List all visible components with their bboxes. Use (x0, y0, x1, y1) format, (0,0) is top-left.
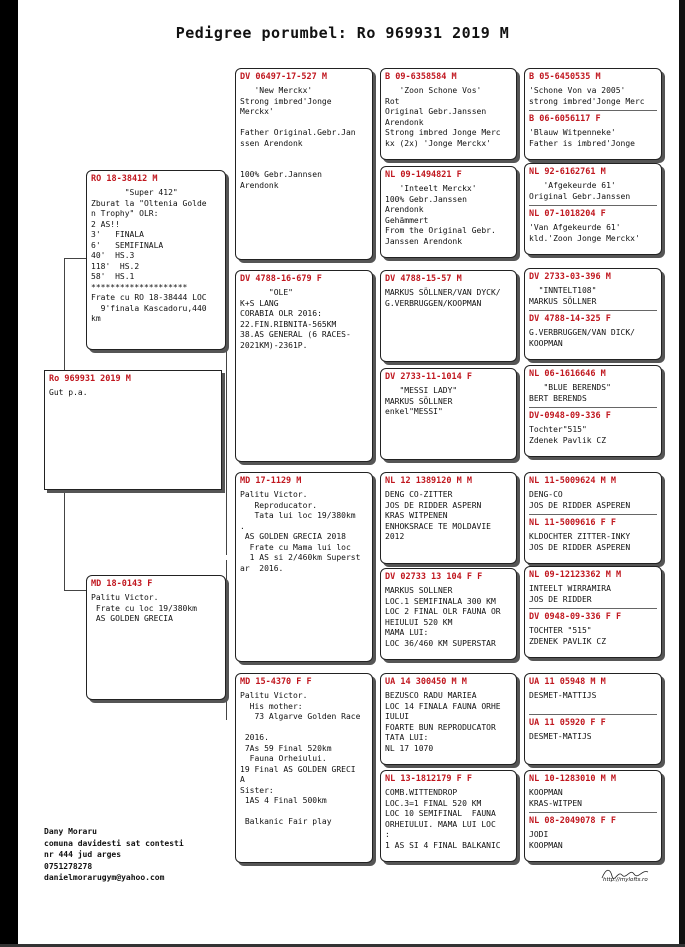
gen3-notes: DENG CO-ZITTER JOS DE RIDDER ASPERN KRAS WITPENEN ENHOKSRACE TE MOLDAVIE 2012 (385, 490, 491, 541)
gen4-notes: DESMET-MATTIJS (529, 691, 597, 700)
gen3-card (380, 673, 517, 765)
dam-ring: MD 18-0143 F (91, 579, 153, 589)
gen4-notes: "BLUE BERENDS" BERT BERENDS (529, 383, 611, 403)
divider (529, 514, 657, 515)
sire-ring: RO 18-38412 M (91, 174, 158, 184)
pigeon-ring: Ro 969931 2019 M (49, 374, 131, 384)
sire-notes: "Super 412" Zburat la "Oltenia Golde n Trophy" OLR: 2 AS!! 3' FINALA 6' SEMIFINALA 40' HS.3 118' HS.2 58' HS.1 ******************** Frate cu RO 18-38444 LOC 9'finala Kascadoru,440 km (91, 188, 207, 323)
gen4-card (524, 673, 662, 765)
gen4-notes: "INNTELT108" MARKUS SÖLLNER (529, 286, 597, 306)
dam-dam-notes: Palitu Victor. His mother: 73 Algarve Golden Race 2016. 7As 59 Final 520km Fauna Orheiului. 19 Final AS GOLDEN GRECI A Sister: 1AS 4 Final 500km Balkanic Fair play (240, 691, 361, 826)
gen4-ring: DV 4788-14-325 F (529, 314, 611, 324)
gen4-ring: NL 06-1616646 M (529, 369, 606, 379)
sire-dam-notes: "OLE" K+S LANG CORABIA OLR 2016: 22.FIN.RIBNITA-565KM 38.AS GENERAL (6 RACES- 2021KM)-2361P. (240, 288, 351, 350)
divider (529, 608, 657, 609)
sire-sire-notes: 'New Merckx' Strong imbred'Jonge Merckx' Father Original.Gebr.Jan ssen Arendonk 100% Gebr.Jannsen Arendonk (240, 86, 356, 190)
gen3-notes: 'Zoon Schone Vos' Rot Original Gebr.Janssen Arendonk Strong imbred Jonge Merc kx (2x) 'Jonge Merckx' (385, 86, 501, 148)
gen4-card (524, 365, 662, 457)
connector-line (64, 258, 65, 370)
gen4-notes: JODI KOOPMAN (529, 830, 563, 850)
sire-card (86, 170, 226, 350)
gen4-ring: NL 92-6162761 M (529, 167, 606, 177)
connector-line (64, 590, 88, 591)
gen3-ring: DV 2733-11-1014 F (385, 372, 472, 382)
dam-sire-notes: Palitu Victor. Reproducator. Tata lui loc 19/380km . AS GOLDEN GRECIA 2018 Frate cu Mama lui loc 1 AS si 2/460km Superst ar 2016. (240, 490, 361, 573)
gen4-card (524, 68, 662, 160)
connector-line (64, 490, 65, 590)
gen4-ring: NL 07-1018204 F (529, 209, 606, 219)
gen3-notes: 'Inteelt Merckx' 100% Gebr.Janssen Arendonk Gehämmert From the Original Gebr. Janssen Arendonk (385, 184, 496, 246)
sire-dam-ring: DV 4788-16-679 F (240, 274, 322, 284)
scan-edge-left (0, 0, 18, 947)
gen3-ring: NL 13-1812179 F F (385, 774, 472, 784)
scan-edge-right (679, 0, 685, 947)
divider (529, 310, 657, 311)
gen4-notes: INTEELT WIRRAMIRA JOS DE RIDDER (529, 584, 611, 604)
divider (529, 714, 657, 715)
gen4-card (524, 163, 662, 255)
gen4-notes: 'Van Afgekeurde 61' kld.'Zoon Jonge Merckx' (529, 223, 640, 243)
gen4-notes: 'Schone Von va 2005' strong imbred'Jonge Merc (529, 86, 645, 106)
gen4-notes: DENG-CO JOS DE RIDDER ASPEREN (529, 490, 631, 510)
breeder-contact: Dany Moraru comuna davidesti sat contesti nr 444 jud arges 0751278278 danielmorarugym@yahoo.com (44, 827, 184, 882)
gen3-notes: MARKUS SOLLNER LOC.1 SEMIFINALA 300 KM LOC 2 FINAL OLR FAUNA OR HEIULUI 520 KM MAMA LUI: LOC 36/460 KM SUPERSTAR (385, 586, 501, 648)
sire-sire-ring: DV 06497-17-527 M (240, 72, 327, 82)
gen4-ring: DV-0948-09-336 F (529, 411, 611, 421)
dam-dam-card (235, 673, 373, 863)
gen4-notes: KLDOCHTER ZITTER-INKY JOS DE RIDDER ASPEREN (529, 532, 631, 552)
gen3-card (380, 568, 517, 660)
dam-notes: Palitu Victor. Frate cu loc 19/380km AS GOLDEN GRECIA (91, 593, 197, 623)
gen3-notes: "MESSI LADY" MARKUS SÖLLNER enkel"MESSI" (385, 386, 458, 416)
gen4-card (524, 472, 662, 564)
pigeon-notes: Gut p.a. (49, 388, 88, 397)
gen4-ring: UA 11 05948 M M (529, 677, 606, 687)
dam-dam-ring: MD 15-4370 F F (240, 677, 312, 687)
gen4-ring: NL 11-5009624 M M (529, 476, 616, 486)
connector-line (226, 205, 227, 555)
gen4-ring: NL 09-12123362 M M (529, 570, 622, 580)
gen4-notes: G.VERBRUGGEN/VAN DICK/ KOOPMAN (529, 328, 635, 348)
gen3-ring: NL 12 1389120 M M (385, 476, 472, 486)
gen3-card (380, 368, 517, 460)
gen3-ring: DV 4788-15-57 M (385, 274, 462, 284)
dam-sire-ring: MD 17-1129 M (240, 476, 302, 486)
gen4-card (524, 268, 662, 360)
divider (529, 110, 657, 111)
gen3-ring: DV 02733 13 104 F F (385, 572, 483, 582)
gen4-notes: TOCHTER "515" ZDENEK PAVLIK CZ (529, 626, 607, 646)
gen4-ring: NL 08-2049078 F F (529, 816, 616, 826)
logo-url: http://mylofts.ro (603, 877, 648, 883)
gen3-card (380, 68, 517, 160)
connector-line (226, 560, 227, 720)
divider (529, 205, 657, 206)
gen4-ring: NL 11-5009616 F F (529, 518, 616, 528)
gen3-ring: NL 09-1494821 F (385, 170, 462, 180)
connector-line (64, 258, 88, 259)
gen4-card (524, 566, 662, 658)
gen4-ring: UA 11 05920 F F (529, 717, 606, 728)
gen3-card (380, 770, 517, 862)
gen4-ring: DV 0948-09-336 F F (529, 612, 622, 622)
dam-card (86, 575, 226, 700)
gen4-ring: B 06-6056117 F (529, 114, 601, 124)
gen4-ring: NL 10-1283010 M M (529, 774, 616, 784)
gen4-notes: 'Blauw Witpenneke' Father is imbred'Jonge (529, 128, 635, 148)
page-title: Pedigree porumbel: Ro 969931 2019 M (175, 24, 510, 42)
gen4-ring: B 05-6450535 M (529, 72, 601, 82)
pigeon-card (44, 370, 222, 490)
gen4-ring: DV 2733-03-396 M (529, 272, 611, 282)
gen4-card (524, 770, 662, 862)
gen4-notes: KOOPMAN KRAS-WITPEN (529, 788, 582, 808)
sire-dam-card (235, 270, 373, 462)
dam-sire-card (235, 472, 373, 662)
gen3-notes: MARKUS SÖLLNER/VAN DYCK/ G.VERBRUGGEN/KOOPMAN (385, 288, 501, 308)
divider (529, 407, 657, 408)
gen3-card (380, 270, 517, 362)
gen4-notes: 'Afgekeurde 61' Original Gebr.Janssen (529, 181, 631, 201)
gen3-card (380, 166, 517, 258)
gen3-notes: COMB.WITTENDROP LOC.3=1 FINAL 520 KM LOC 10 SEMIFINAL FAUNA ORHEIULUI. MAMA LUI LOC : 1 AS SI 4 FINAL BALKANIC (385, 788, 501, 850)
gen4-notes: DESMET-MATIJS (529, 731, 592, 741)
gen3-card (380, 472, 517, 564)
gen3-notes: BEZUSCO RADU MARIEA LOC 14 FINALA FAUNA ORHE IULUI FOARTE BUN REPRODUCATOR TATA LUI: NL 17 1070 (385, 691, 501, 753)
sire-sire-card (235, 68, 373, 260)
gen3-ring: UA 14 300450 M M (385, 677, 467, 687)
gen3-ring: B 09-6358584 M (385, 72, 457, 82)
divider (529, 812, 657, 813)
gen4-notes: Tochter"515" Zdenek Pavlik CZ (529, 425, 607, 445)
